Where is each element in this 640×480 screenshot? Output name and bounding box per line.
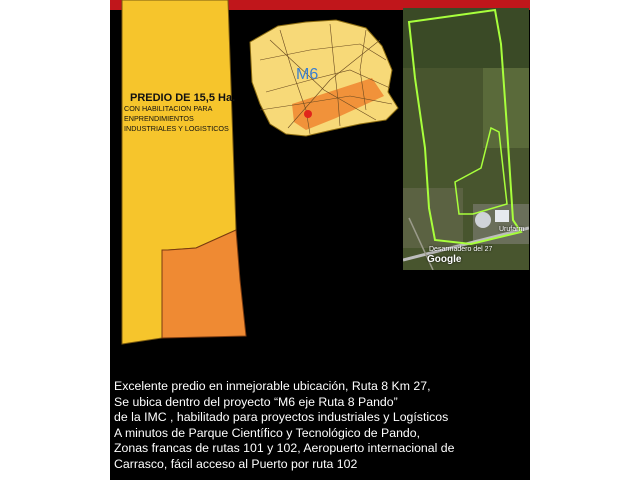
location-marker [304,110,312,118]
road-label: Desarmadero del 27 [429,246,493,253]
description-line: Zonas francas de rutas 101 y 102, Aeropuerto internacional de [114,441,455,455]
description [114,379,528,472]
description-line: Excelente predio en inmejorable ubicación, Ruta 8 Km 27, [114,379,431,393]
plot-title: PREDIO DE 15,5 Ha. [130,92,236,104]
description-line: de la IMC , habilitado para proyectos industriales y Logísticos [114,410,449,424]
satellite-view [403,8,529,270]
description-line: Carrasco, fácil acceso al Puerto por ruta 102 [114,456,358,471]
listing-image [110,0,530,480]
m6-map-label: M6 [296,66,319,83]
place-label: Urufarm [499,226,525,233]
plot-subtitle: CON HABILITACION PARA ENPRENDIMIENTOS INDUSTRIALES Y LOGISTICOS [124,104,229,133]
google-logo: Google [427,254,462,265]
description-line: Se ubica dentro del proyecto “M6 eje Ruta 8 Pando” [114,394,398,409]
description-line: A minutos de Parque Científico y Tecnológico de Pando, [114,425,421,440]
